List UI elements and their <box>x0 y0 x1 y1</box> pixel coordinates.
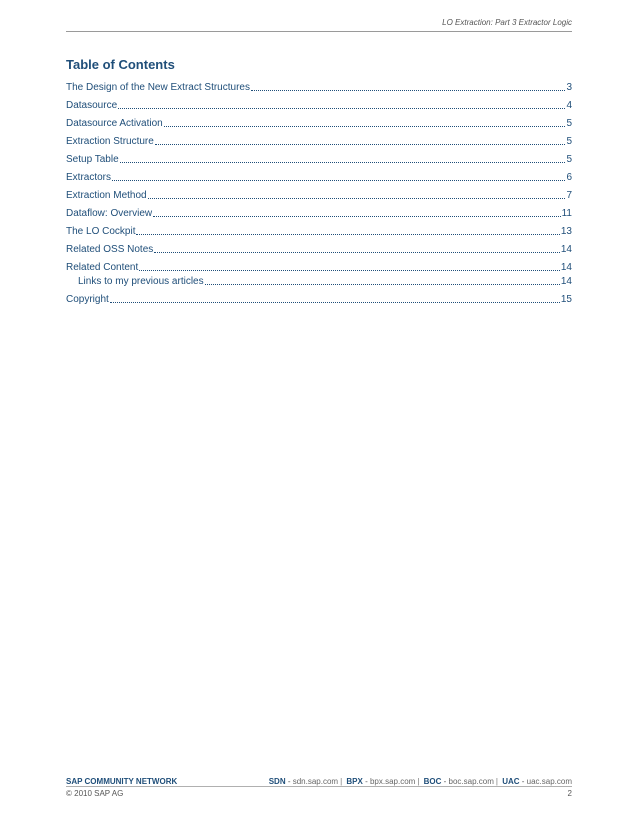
toc-entry-page: 11 <box>561 208 572 219</box>
toc-entry-text: Related OSS Notes <box>66 244 154 255</box>
toc-leader-dots <box>148 197 566 199</box>
toc-leader-dots <box>155 143 566 145</box>
toc-entry-text: The Design of the New Extract Structures <box>66 82 250 93</box>
toc-entry-text: Datasource Activation <box>66 118 163 129</box>
toc-entry-page: 7 <box>566 190 572 201</box>
toc-entry-dataflow-overview[interactable] <box>66 202 572 220</box>
toc-entry-links-to-previous-articles[interactable] <box>66 274 572 288</box>
toc-leader-dots <box>118 107 565 109</box>
toc-list <box>66 76 572 306</box>
toc-entry-datasource-activation[interactable] <box>66 112 572 130</box>
toc-leader-dots <box>154 251 560 253</box>
toc-leader-dots <box>251 89 565 91</box>
footer-separator: | <box>417 777 420 786</box>
toc-entry-text: Setup Table <box>66 154 119 165</box>
footer-link-label: SDN <box>268 777 286 786</box>
footer-link-label: BOC <box>423 777 442 786</box>
footer-link-bpx[interactable]: bpx.sap.com <box>369 777 416 786</box>
toc-leader-dots <box>136 233 559 235</box>
toc-leader-dots <box>164 125 566 127</box>
toc-entry-page: 5 <box>566 118 572 129</box>
toc-entry-copyright[interactable] <box>66 288 572 306</box>
toc-leader-dots <box>139 269 560 271</box>
toc-entry-text: Datasource <box>66 100 118 111</box>
copyright-notice: © 2010 SAP AG <box>66 789 124 798</box>
toc-entry-page: 6 <box>566 172 572 183</box>
footer-link-label: BPX <box>346 777 363 786</box>
toc-entry-text: Extraction Structure <box>66 136 154 147</box>
page-footer <box>66 777 572 799</box>
toc-leader-dots <box>205 283 560 285</box>
toc-entry-related-content[interactable] <box>66 256 572 274</box>
toc-entry-page: 14 <box>560 276 572 287</box>
toc-entry-text: Links to my previous articles <box>78 276 204 287</box>
toc-entry-text: Dataflow: Overview <box>66 208 153 219</box>
footer-separator: | <box>495 777 498 786</box>
toc-entry-page: 5 <box>566 136 572 147</box>
toc-entry-design-of-new-extract-structures[interactable] <box>66 76 572 94</box>
running-title: LO Extraction: Part 3 Extractor Logic <box>442 18 572 27</box>
toc-entry-extraction-method[interactable] <box>66 184 572 202</box>
toc-entry-related-oss-notes[interactable] <box>66 238 572 256</box>
toc-entry-page: 14 <box>560 262 572 273</box>
toc-entry-text: Extraction Method <box>66 190 147 201</box>
toc-entry-text: Related Content <box>66 262 139 273</box>
footer-bottom-row <box>66 788 572 799</box>
toc-entry-text: Extractors <box>66 172 112 183</box>
toc-entry-text: Copyright <box>66 294 109 305</box>
toc-entry-page: 13 <box>560 226 572 237</box>
footer-link-sdn[interactable]: sdn.sap.com <box>292 777 339 786</box>
toc-entry-page: 4 <box>566 100 572 111</box>
footer-link-label: UAC <box>502 777 520 786</box>
toc-entry-setup-table[interactable] <box>66 148 572 166</box>
toc-entry-extraction-structure[interactable] <box>66 130 572 148</box>
footer-link-boc[interactable]: boc.sap.com <box>448 777 494 786</box>
toc-leader-dots <box>110 301 560 303</box>
toc-entry-page: 14 <box>560 244 572 255</box>
footer-site-links: SDN - sdn.sap.com | BPX - bpx.sap.com | BOC - boc.sap.com | UAC - uac.sap.com <box>268 777 572 786</box>
toc-entry-text: The LO Cockpit <box>66 226 136 237</box>
page-number: 2 <box>567 789 572 798</box>
toc-entry-extractors[interactable] <box>66 166 572 184</box>
footer-link-uac[interactable]: uac.sap.com <box>526 777 572 786</box>
toc-leader-dots <box>120 161 566 163</box>
page-header <box>66 17 572 32</box>
footer-top-row <box>66 777 572 787</box>
toc-leader-dots <box>112 179 565 181</box>
toc-entry-datasource[interactable] <box>66 94 572 112</box>
toc-entry-lo-cockpit[interactable] <box>66 220 572 238</box>
footer-separator: | <box>340 777 343 786</box>
toc-entry-page: 3 <box>566 82 572 93</box>
toc-title: Table of Contents <box>66 57 175 72</box>
community-network-label: SAP COMMUNITY NETWORK <box>66 777 178 786</box>
toc-leader-dots <box>153 215 560 217</box>
toc-entry-page: 5 <box>566 154 572 165</box>
toc-entry-page: 15 <box>560 294 572 305</box>
